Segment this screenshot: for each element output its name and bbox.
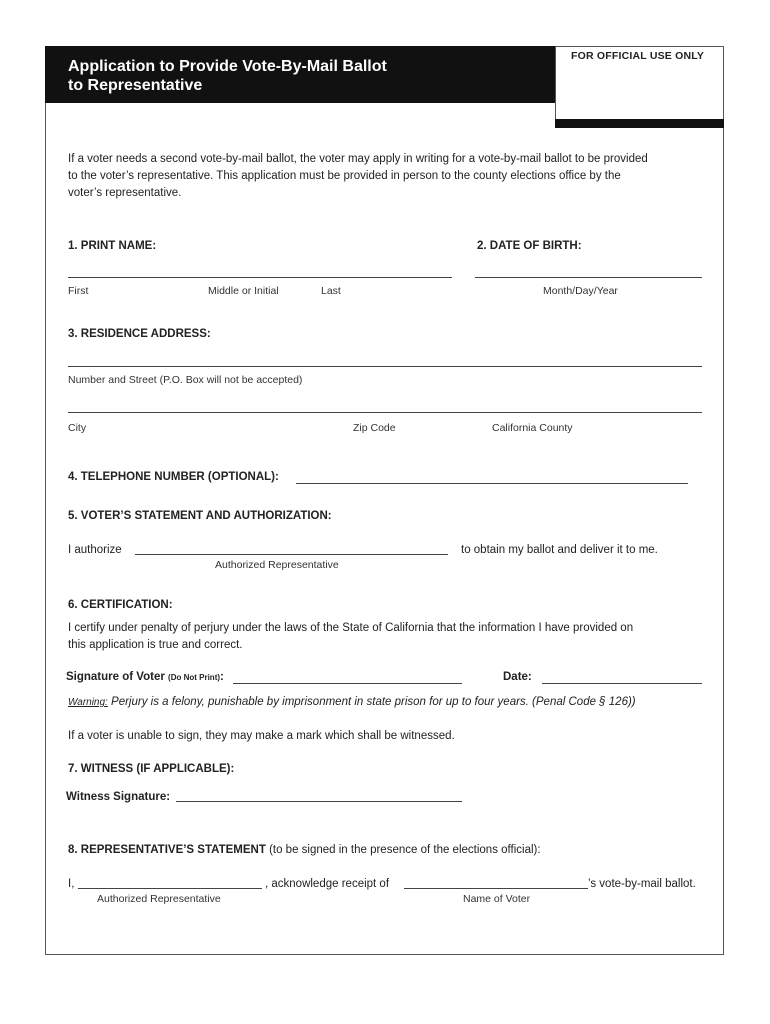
print-name-field[interactable] [68,277,452,278]
county-label: California County [492,422,573,434]
street-label: Number and Street (P.O. Box will not be accepted) [68,374,303,386]
zip-label: Zip Code [353,422,396,434]
ballot-receipt-text: ’s vote-by-mail ballot. [588,878,696,890]
official-use-label: FOR OFFICIAL USE ONLY [571,50,705,62]
official-use-box [555,46,724,119]
mark-witness-text: If a voter is unable to sign, they may make a mark which shall be witnessed. [68,730,455,742]
page-title: Application to Provide Vote-By-Mail Ballot to Representative [68,58,387,94]
voter-statement-heading: 5. VOTER’S STATEMENT AND AUTHORIZATION: [68,510,332,522]
title-bar [45,46,555,103]
first-name-label: First [68,285,89,297]
obtain-ballot-text: to obtain my ballot and deliver it to me. [461,544,658,556]
certification-text: I certify under penalty of perjury under the laws of the State of California that the information I have provided on this application is true and correct. [68,622,634,651]
witness-signature-field[interactable] [176,801,462,802]
authorized-representative-label: Authorized Representative [215,559,339,571]
city-zip-county-field[interactable] [68,412,702,413]
city-label: City [68,422,87,434]
representative-name-field[interactable] [78,888,262,889]
voter-name-label: Name of Voter [463,893,531,905]
date-field[interactable] [542,683,702,684]
witness-heading: 7. WITNESS (IF APPLICABLE): [68,763,235,775]
i-text: I, [68,878,75,890]
representative-statement-heading: 8. REPRESENTATIVE’S STATEMENT (to be signed in the presence of the elections official): [68,844,541,856]
street-field[interactable] [68,366,702,367]
authorized-representative-field[interactable] [135,554,448,555]
acknowledge-text: , acknowledge receipt of [265,878,390,890]
representative-label: Authorized Representative [97,893,221,905]
official-use-bar [555,119,724,128]
print-name-heading: 1. PRINT NAME: [68,240,157,252]
dob-format-label: Month/Day/Year [543,285,618,297]
date-label: Date: [503,671,532,683]
date-of-birth-field[interactable] [475,277,702,278]
telephone-heading: 4. TELEPHONE NUMBER (OPTIONAL): [68,471,279,483]
voter-signature-label: Signature of Voter (Do Not Print): [66,671,224,683]
voter-signature-field[interactable] [233,683,462,684]
last-name-label: Last [321,285,341,297]
witness-signature-label: Witness Signature: [66,791,171,803]
residence-address-heading: 3. RESIDENCE ADDRESS: [68,328,211,340]
telephone-field[interactable] [296,483,688,484]
date-of-birth-heading: 2. DATE OF BIRTH: [477,240,582,252]
certification-heading: 6. CERTIFICATION: [68,599,173,611]
perjury-warning: Warning: Perjury is a felony, punishable by imprisonment in state prison for up to four years. (Penal Code § 126)) [68,696,636,708]
voter-name-field[interactable] [404,888,588,889]
intro-text: If a voter needs a second vote-by-mail ballot, the voter may apply in writing for a vote-by-mail ballot to be provided to the voter’s representative. This application must be provided in person to the county elections office by the voter’s representative. [68,153,648,199]
authorize-text: I authorize [68,544,122,556]
middle-name-label: Middle or Initial [208,285,279,297]
